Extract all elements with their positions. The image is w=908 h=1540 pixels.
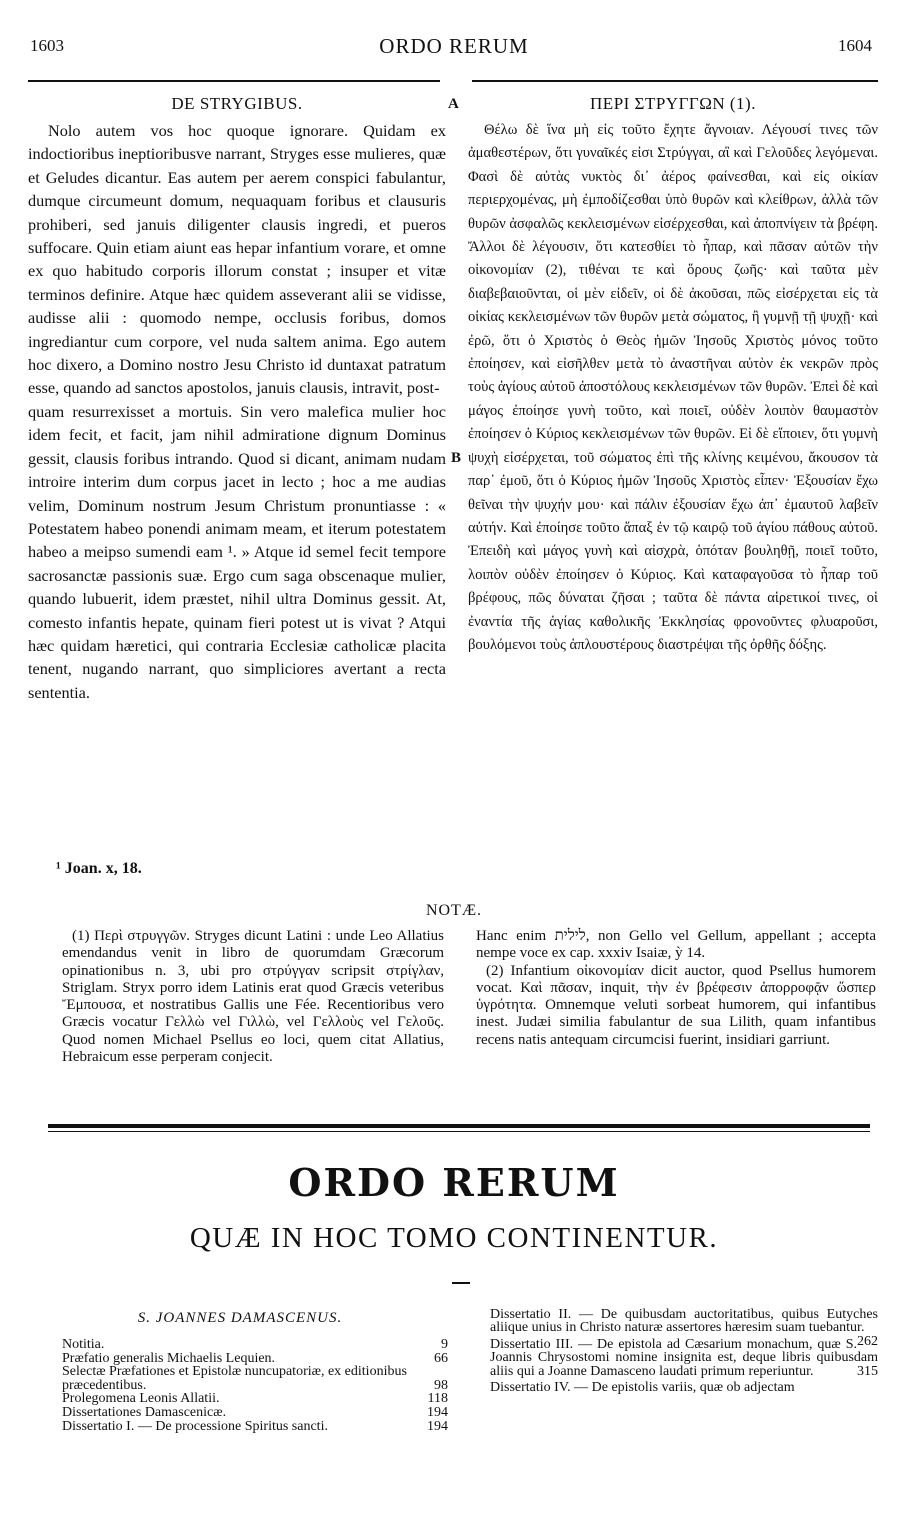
- toc-entry-page: 194: [427, 1418, 448, 1434]
- toc-entry-title: Dissertationes Damascenicæ.: [62, 1404, 227, 1420]
- toc-entry-title: Præfatio generalis Michaelis Lequien.: [62, 1350, 276, 1366]
- section-rule-thick: [48, 1124, 870, 1128]
- toc-entry: [62, 1406, 448, 1420]
- margin-marker-a: A: [448, 96, 459, 112]
- toc-entry-page: 98: [434, 1377, 448, 1393]
- section-rule-thin: [48, 1131, 870, 1132]
- ordo-rerum-subtitle: QUÆ IN HOC TOMO CONTINENTUR.: [189, 1222, 719, 1254]
- toc-entry-title: Dissertatio I. — De processione Spiritus sancti.: [62, 1418, 328, 1434]
- notae-heading: NOTÆ.: [425, 902, 483, 919]
- page-number-left: 1603: [30, 36, 64, 55]
- page-number-right: 1604: [838, 36, 872, 55]
- margin-marker-b: B: [451, 450, 462, 466]
- scripture-footnote: ¹ Joan. x, 18.: [56, 860, 142, 877]
- header-rule-right: [472, 80, 878, 82]
- toc-entry-page: 118: [427, 1391, 448, 1407]
- toc-entry-title: Notitia.: [62, 1337, 105, 1352]
- greek-paragraph: Θέλω δὲ ἵνα μὴ εἰς τοῦτο ἔχητε ἄγνοιαν. Λέγουσί τινες τῶν ἀμαθεστέρων, ὅτι γυναῖκές εἰσι Στρύγγαι, αἳ καὶ Γελοῦδες λεγόμεναι. Φασὶ δὲ αὐτὰς νυκτὸς δι᾽ ἀέρος φαίνεσθαι, καὶ εἰς οἰκίαν περιερχομένας, μὴ ἐμποδίζεσθαι ὑπὸ θυρῶν καὶ κλείθρων, ἀλλὰ τῶν θυρῶν ἀσφαλῶς κεκλεισμένων εἰσέρχεσθαι, καὶ ἀποπνίγειν τὰ βρέφη. Ἄλλοι δὲ λέγουσιν, ὅτι κατεσθίει τὸ ἧπαρ, καὶ πᾶσαν αὐτῶν τὴν οἰκονομίαν (2), τιθέναι τε καὶ ὅρους ζωῆς· καὶ ταῦτα μὲν διαβεβαιοῦνται, οἱ μὲν εἰδεῖν, οἱ δὲ ἀκοῦσαι, πῶς εἰσέρχεται εἰς τὰ οἰκίας κεκλεισμένων τῶν θυρῶν μετὰ σώματος, ἢ γυμνῇ τῇ ψυχῇ· καὶ ἐρῶ, ὅτι ὁ Χριστὸς ὁ Θεὸς ἡμῶν Ἰησοῦς Χριστὸς μόνος τοῦτο ἐποίησεν, καὶ εἰσῆλθεν μετὰ τὸ ἀναστῆναι αὐτὸν ἐκ νεκρῶν πρὸς τοὺς ἁγίους αὐτοῦ ἀποστόλους κεκλεισμένων τῶν θυρῶν. Ἐπεὶ δὲ καὶ μάγος ἐποίησε γυνὴ τοῦτο, καὶ ποιεῖ, οὐδὲν λοιπὸν θαυμαστὸν ἐποίησεν ὁ Κύριος κεκλεισμένων τῶν θυρῶν. Εἰ δὲ εἴποιεν, ὅτι γυμνὴ ψυχὴ εἰσέρχεται, τοῦ σώματος ἐπὶ τῆς κλίνης κειμένου, ἄκουσον τὰ παρ᾽ ἐμοῦ, ὅτι ὁ Κύριος ἡμῶν Ἰησοῦς Χριστὸς εἶπεν· Ἐξουσίαν ἔχω θεῖναι τὴν ψυχήν μου· καὶ πάλιν ἐξουσίαν ἔχω ἀπ᾽ ἐμαυτοῦ λαβεῖν αὐτήν. Καὶ ἐποίησε τοῦτο ἅπαξ ἐν τῷ καιρῷ τοῦ ἁγίου πάθους αὐτοῦ. Ἐπειδὴ καὶ μάγος γυνὴ καὶ αἰσχρὰ, ὁπόταν βουληθῇ, ποιεῖ τοῦτο, λοιπὸν οὐδὲν ἐποίησεν ὁ Κύριος. Καὶ καταφαγοῦσα τὸ ἧπαρ τοῦ βρέφους, πῶς δύναται ζῆσαι ; ταῦτα δὲ πάντα αἱρετικοί τινες, οἱ ἐναντία τῆς ἁγίας καθολικῆς Ἐκκλησίας φρονοῦντες φλυαροῦσι, βουλόμενοι τοὺς ἁπλουστέρους διαστρέψαι τῆς ὀρθῆς δόξης.: [468, 122, 878, 653]
- notes-left-column: [62, 928, 444, 1066]
- toc-entry-page: 66: [434, 1350, 448, 1366]
- toc-entry: [62, 1352, 448, 1366]
- toc-entry-title: Prolegomena Leonis Allatii.: [62, 1391, 220, 1407]
- latin-text: [28, 119, 446, 704]
- header-rule-left: [28, 80, 440, 82]
- note-1-continuation: Hanc enim לילית, non Gello vel Gellum, appellant ; accepta nempe voce ex cap. xxxiv Isaiæ, ỳ 14.: [476, 928, 876, 962]
- toc-entry: [62, 1365, 448, 1392]
- toc-entry: [62, 1338, 448, 1352]
- latin-column-title: DE STRYGIBUS.: [171, 94, 303, 113]
- toc-entry-page: 194: [427, 1404, 448, 1420]
- toc-entry: [490, 1338, 878, 1378]
- greek-column-title: ΠΕΡΙ ΣΤΡΥΓΓΩΝ (1).: [590, 94, 756, 113]
- toc-entry-title: Dissertatio IV. — De epistolis variis, quæ ob adjectam: [490, 1380, 795, 1396]
- toc-left-column: [62, 1338, 448, 1433]
- toc-author-heading: S. JOANNES DAMASCENUS.: [137, 1310, 343, 1326]
- running-title: ORDO RERUM: [379, 34, 529, 58]
- latin-paragraph-2: quam resurrexisset a mortuis. Sin vero malefica mulier hoc idem fecit, et facit, jam nihil admiratione dignum Dominus gessit, clausis foribus intrando. Quod si dicant, animam nudam introire interim dum corpus jacet in lecto ; hoc a me audias velim, Dominum nostrum Jesum Christum pronuntiasse : « Potestatem habeo ponendi animam meam, et iterum potestatem habeo a meipso sumendi eam ¹. » Atque id semel fecit tempore sacrosanctæ passionis suæ. Ergo cum saga obscenaque mulier, quando lubuerit, idem præstet, nihil ultra Dominus gessit. At, comesto infantis hepate, quinam fieri potest ut is vivat ? Atqui hæc quidam hæretici, qui contraria Ecclesiæ catholicæ placita tenent, nugando narrant, quo simpliciores avertant a recta sententia.: [28, 401, 446, 702]
- note-2: (2) Infantium οἰκονομίαν dicit auctor, quod Psellus humorem vocat. Καὶ πᾶσαν, inquit, τὴν ἐν βρέφεσιν ἀπορροφᾷν ὥσπερ ὑγρότητα. Omnemque veluti sorbeat humorem, qui infantibus inest. Judæi similia fabulantur de sua Lilith, quam infantibus recens natis antequam circumcisi fuerint, insidiari garriunt.: [476, 962, 876, 1048]
- toc-entry-title: Selectæ Præfationes et Epistolæ nuncupatoriæ, ex editionibus præcedentibus.: [62, 1364, 407, 1393]
- toc-entry-page: 262: [857, 1333, 878, 1349]
- notes-right-column: [476, 928, 876, 1049]
- toc-entry: [490, 1381, 878, 1394]
- toc-entry-title: Dissertatio II. — De quibusdam auctoritatibus, quibus Eutyches aliique unius in Christo naturæ assertores hæresim suam tuebantur.: [490, 1307, 878, 1336]
- latin-paragraph-1: Nolo autem vos hoc quoque ignorare. Quidam ex indoctioribus ineptioribusve narrant, Stryges esse mulieres, quæ et Geludes dicantur. Eas autem per aerem conspici fabulantur, dumque circumeunt domum, nequaquam foribus et clausuris prohiberi, sed januis diligenter clausis ingredi, et pueros suffocare. Quin etiam aiunt eas hepar infantium vorare, et omne ex quo habitudo corporis illorum constat ; insuper et vitæ terminos definire. Atque hæc quidem asseverant alii se vidisse, audisse alii : quomodo nempe, occlusis foribus, domos ingrediantur cum corpore, vel nuda saltem anima. Ego autem hoc dixero, a Domino nostro Jesu Christo id duntaxat patratum esse, quando ad sanctos apostolos, januis clausis, intravit, post-: [28, 121, 446, 398]
- toc-entry-page: 315: [857, 1363, 878, 1379]
- note-1: (1) Περὶ στρυγγῶν. Stryges dicunt Latini : unde Leo Allatius emendandus venit in libro de quorumdam Græcorum opinationibus n. 3, ubi pro στρύγγαν scripsit στρίγλαν, Striglam. Stryx porro idem Latinis erat quod Græcis veteribus Ἔμπουσα, et nostratibus Gallis une Fée. Recentioribus vero Græcis vocatur Γελλὼ vel Γιλλὼ, vel Γελλοὺς vel Γελοῦς. Quod nomen Michael Psellus eo loci, quem citat Allatius, Hebraicum esse perperam conjecit.: [62, 928, 444, 1066]
- ordo-rerum-title: ORDO RERUM: [288, 1160, 620, 1205]
- greek-text: [468, 119, 878, 657]
- toc-entry-title: Dissertatio III. — De epistola ad Cæsarium monachum, quæ S. Joannis Chrysostomi nomine insignita est, deque libris quibusdam aliis qui a Joanne Damasceno laudati primum reperiuntur.: [490, 1336, 878, 1379]
- toc-entry: [62, 1392, 448, 1406]
- title-dash: [452, 1282, 470, 1284]
- toc-entry: [62, 1420, 448, 1434]
- toc-entry-page: 9: [441, 1337, 448, 1352]
- toc-entry: [490, 1307, 878, 1349]
- toc-right-column: [490, 1308, 878, 1397]
